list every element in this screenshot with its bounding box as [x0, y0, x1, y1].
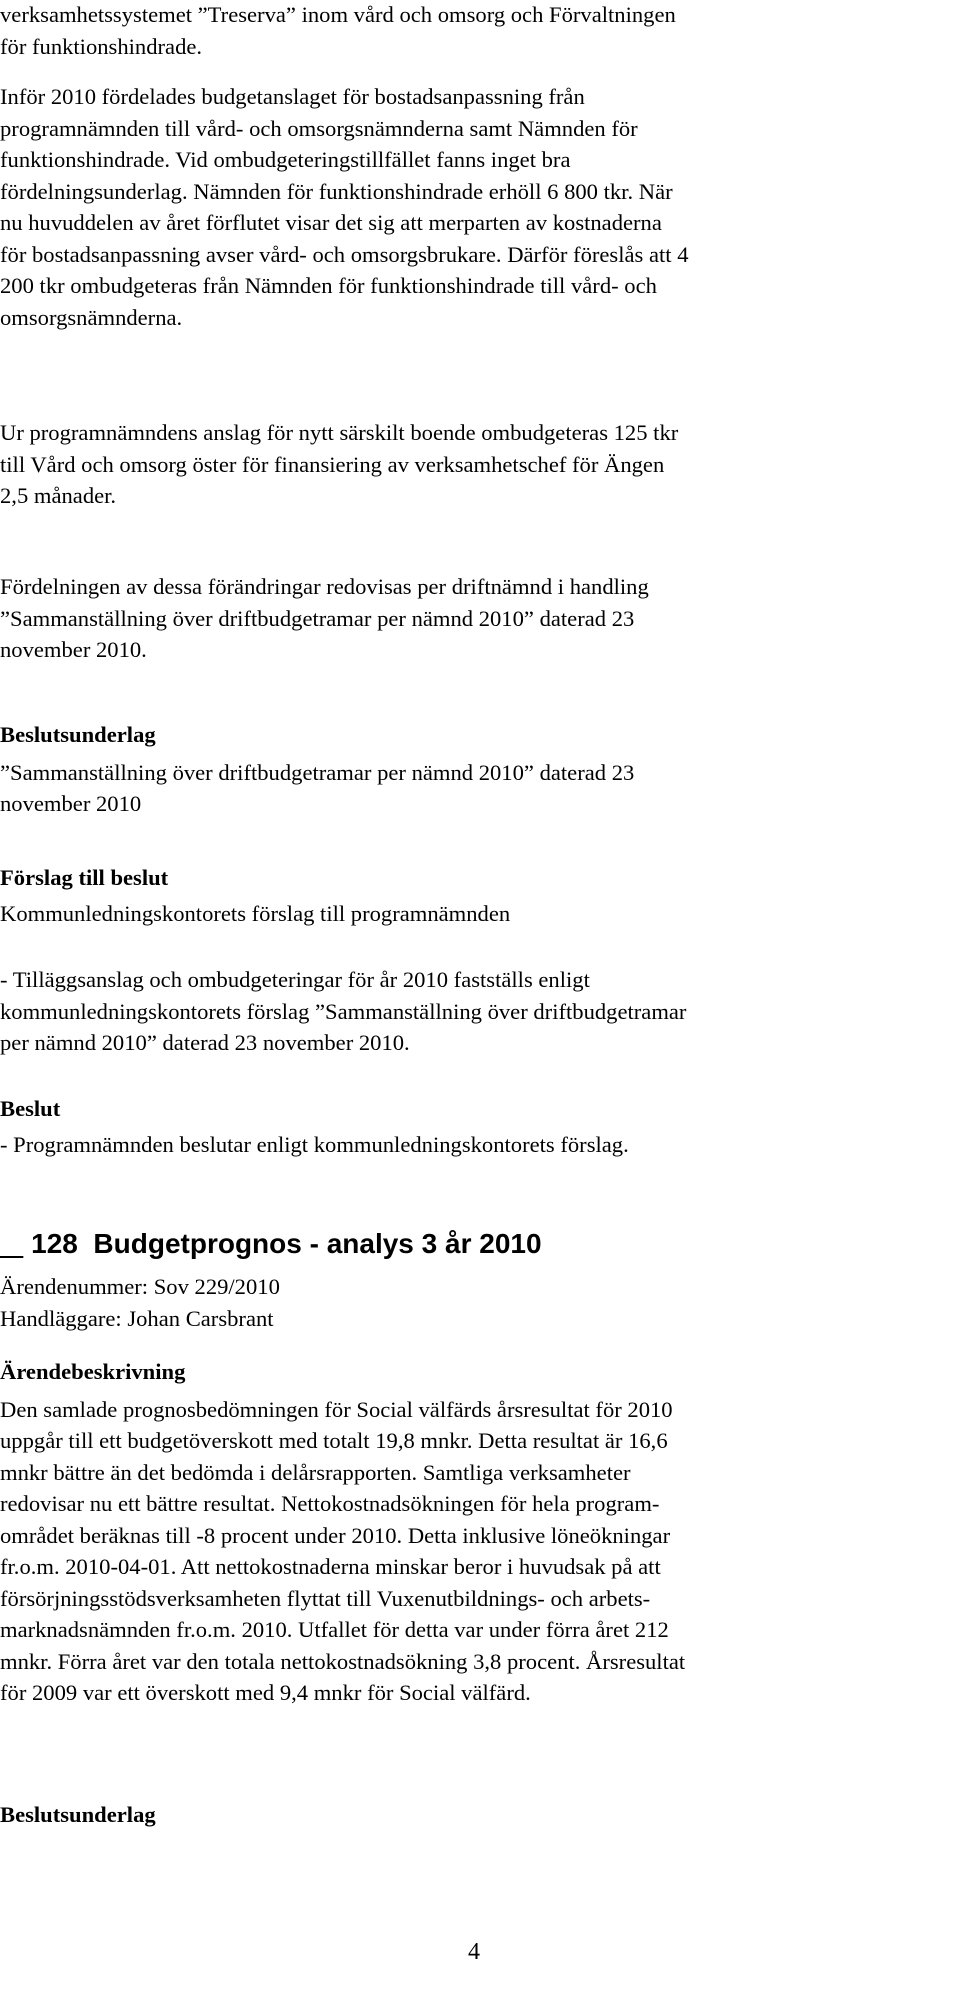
text-line: uppgår till ett budgetöverskott med totalt 19,8 mnkr. Detta resultat är 16,6	[0, 1428, 668, 1453]
text-line: mnkr bättre än det bedömda i delårsrapporten. Samtliga verksamheter	[0, 1459, 631, 1485]
text-line: mnkr. Förra året var den totala nettokostnadsökning 3,8 procent. Årsresultat	[0, 1648, 686, 1674]
text-line: för 2009 var ett överskott med 9,4 mnkr för Social välfärd.	[0, 1680, 531, 1705]
text-line: ”Sammanställning över driftbudgetramar per nämnd 2010” daterad 23	[0, 605, 635, 631]
paragraph-fordelning	[0, 571, 649, 666]
text-line: verksamhetssystemet ”Treserva” inom vård och omsorg och Förvaltningen	[0, 2, 676, 27]
section-heading: Beslutsunderlag	[0, 1802, 156, 1827]
agenda-item-title	[0, 1226, 542, 1262]
text-line: omsorgsnämnderna.	[0, 304, 183, 330]
text-line: kommunledningskontorets förslag ”Sammanställning över driftbudgetramar	[0, 998, 687, 1024]
text-line: fr.o.m. 2010-04-01. Att nettokostnaderna minskar beror i huvudsak på att	[0, 1554, 661, 1579]
text-line: ”Sammanställning över driftbudgetramar per nämnd 2010” daterad 23	[0, 759, 635, 785]
text-line: nu huvuddelen av året förflutet visar det sig att merparten av kostnaderna	[0, 210, 662, 235]
text-line: programnämnden till vård- och omsorgsnämnderna samt Nämnden för	[0, 115, 638, 141]
text-line: marknadsnämnden fr.o.m. 2010. Utfallet för detta var under förra året 212	[0, 1617, 669, 1642]
text-line: Kommunledningskontorets förslag till programnämnden	[0, 900, 511, 926]
section-arendebeskrivning	[0, 1356, 685, 1709]
text-line: försörjningsstödsverksamheten flyttat till Vuxenutbildnings- och arbets-	[0, 1585, 651, 1611]
section-beslutsunderlag-1	[0, 719, 634, 820]
agenda-item-indent	[0, 1228, 23, 1259]
text-line: - Programnämnden beslutar enligt kommunledningskontorets förslag.	[0, 1131, 629, 1157]
section-heading: Ärendebeskrivning	[0, 1359, 186, 1384]
text-line: funktionshindrade. Vid ombudgeteringstillfället fanns inget bra	[0, 147, 571, 172]
section-forslag-till-beslut	[0, 862, 510, 929]
agenda-item-number: 128	[31, 1228, 78, 1259]
text-line: per nämnd 2010” daterad 23 november 2010.	[0, 1030, 410, 1055]
page-number: 4	[468, 1939, 480, 1965]
text-line: 200 tkr ombudgeteras från Nämnden för funktionshindrade till vård- och	[0, 273, 657, 298]
text-line: området beräknas till -8 procent under 2010. Detta inklusive löneökningar	[0, 1522, 671, 1548]
case-officer: Handläggare: Johan Carsbrant	[0, 1305, 274, 1331]
text-line: Fördelningen av dessa förändringar redovisas per driftnämnd i handling	[0, 574, 649, 599]
section-heading: Beslutsunderlag	[0, 722, 156, 747]
text-line: november 2010	[0, 791, 142, 816]
paragraph-intro	[0, 0, 676, 62]
section-heading: Beslut	[0, 1096, 61, 1121]
text-line: Den samlade prognosbedömningen för Social välfärds årsresultat för 2010	[0, 1396, 673, 1422]
text-line: fördelningsunderlag. Nämnden för funktionshindrade erhöll 6 800 tkr. När	[0, 178, 673, 204]
text-line: för bostadsanpassning avser vård- och omsorgsbrukare. Därför föreslås att 4	[0, 241, 689, 267]
paragraph-tillagg	[0, 964, 686, 1059]
paragraph-budget	[0, 81, 689, 333]
section-beslutsunderlag-2	[0, 1799, 156, 1831]
text-line: Ur programnämndens anslag för nytt särskilt boende ombudgeteras 125 tkr	[0, 420, 679, 445]
text-line: redovisar nu ett bättre resultat. Nettokostnadsökningen för hela program-	[0, 1491, 660, 1516]
text-line: Inför 2010 fördelades budgetanslaget för bostadsanpassning från	[0, 84, 585, 109]
paragraph-boende	[0, 417, 678, 512]
section-heading: Förslag till beslut	[0, 865, 169, 890]
text-line: 2,5 månader.	[0, 483, 117, 508]
agenda-item-text: Budgetprognos - analys 3 år 2010	[93, 1228, 542, 1259]
section-beslut	[0, 1093, 629, 1160]
text-line: november 2010.	[0, 637, 147, 662]
agenda-item-heading	[0, 1226, 542, 1262]
text-line: till Vård och omsorg öster för finansiering av verksamhetschef för Ängen	[0, 451, 665, 477]
text-line: för funktionshindrade.	[0, 33, 203, 59]
text-line: - Tilläggsanslag och ombudgeteringar för år 2010 fastställs enligt	[0, 967, 590, 992]
agenda-meta	[0, 1271, 280, 1334]
case-number: Ärendenummer: Sov 229/2010	[0, 1274, 280, 1299]
